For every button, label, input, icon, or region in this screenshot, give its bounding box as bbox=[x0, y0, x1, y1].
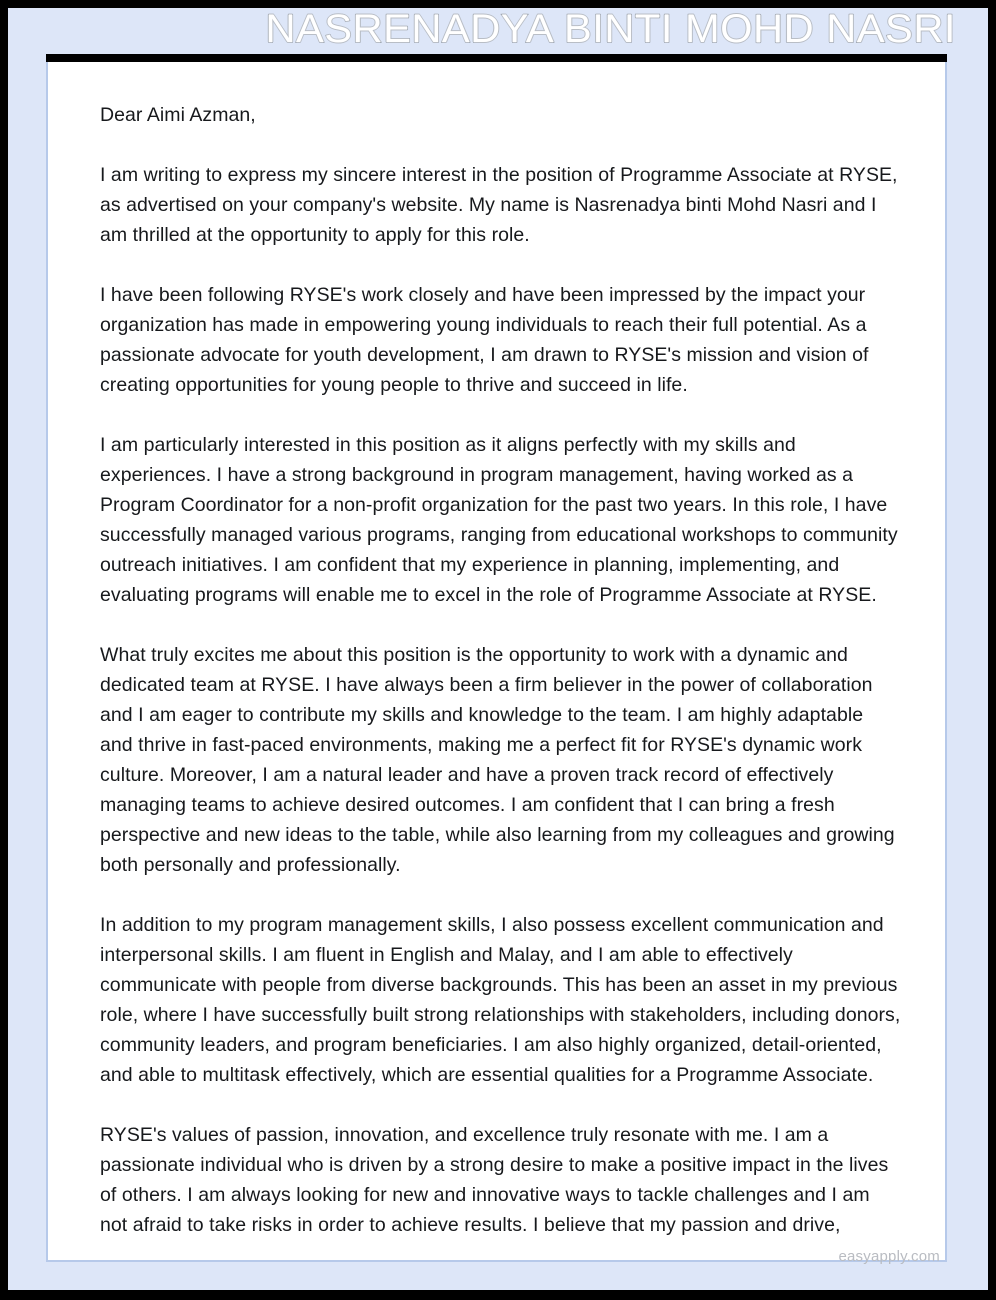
letter-body bbox=[46, 62, 947, 1240]
letter-paragraph: In addition to my program management skills, I also possess excellent communication and interpersonal skills. I am fluent in English and Malay, and I am able to effectively communicate with people from diverse backgrounds. This has been an asset in my previous role, where I have successfully built strong relationships with stakeholders, including donors, community leaders, and program beneficiaries. I am also highly organized, detail-oriented, and able to multitask effectively, which are essential qualities for a Programme Associate. bbox=[100, 914, 901, 1086]
letter-paragraph: I have been following RYSE's work closely and have been impressed by the impact your organization has made in empowering young individuals to reach their full potential. As a passionate advocate for youth development, I am drawn to RYSE's mission and vision of creating opportunities for young people to thrive and succeed in life. bbox=[100, 284, 869, 396]
letter-paragraph: What truly excites me about this position is the opportunity to work with a dynamic and dedicated team at RYSE. I have always been a firm believer in the power of collaboration and I am eager to contribute my skills and knowledge to the team. I am highly adaptable and thrive in fast-paced environments, making me a perfect fit for RYSE's dynamic work culture. Moreover, I am a natural leader and have a proven track record of effectively managing teams to achieve desired outcomes. I am confident that I can bring a fresh perspective and new ideas to the table, while also learning from my colleagues and growing both personally and professionally. bbox=[100, 644, 895, 876]
letter-paragraph: I am particularly interested in this position as it aligns perfectly with my skills and experiences. I have a strong background in program management, having worked as a Program Coordinator for a non-profit organization for the past two years. In this role, I have successfully managed various programs, ranging from educational workshops to community outreach initiatives. I am confident that my experience in planning, implementing, and evaluating programs will enable me to excel in the role of Programme Associate at RYSE. bbox=[100, 434, 898, 606]
page-title: NASRENADYA BINTI MOHD NASRI bbox=[265, 7, 956, 51]
letter-paragraph: I am writing to express my sincere interest in the position of Programme Associate at RYSE, as advertised on your company's website. My name is Nasrenadya binti Mohd Nasri and I am thrilled at the opportunity to apply for this role. bbox=[100, 164, 898, 246]
header-divider-rule bbox=[46, 54, 947, 62]
letter-salutation: Dear Aimi Azman, bbox=[100, 104, 256, 126]
letter-paragraph: RYSE's values of passion, innovation, and excellence truly resonate with me. I am a passionate individual who is driven by a strong desire to make a positive impact in the lives of others. I am always looking for new and innovative ways to tackle challenges and I am not afraid to take risks in order to achieve results. I believe that my passion and drive, bbox=[100, 1124, 889, 1236]
document-header bbox=[8, 8, 988, 54]
watermark-label: easyapply.com bbox=[838, 1248, 940, 1265]
